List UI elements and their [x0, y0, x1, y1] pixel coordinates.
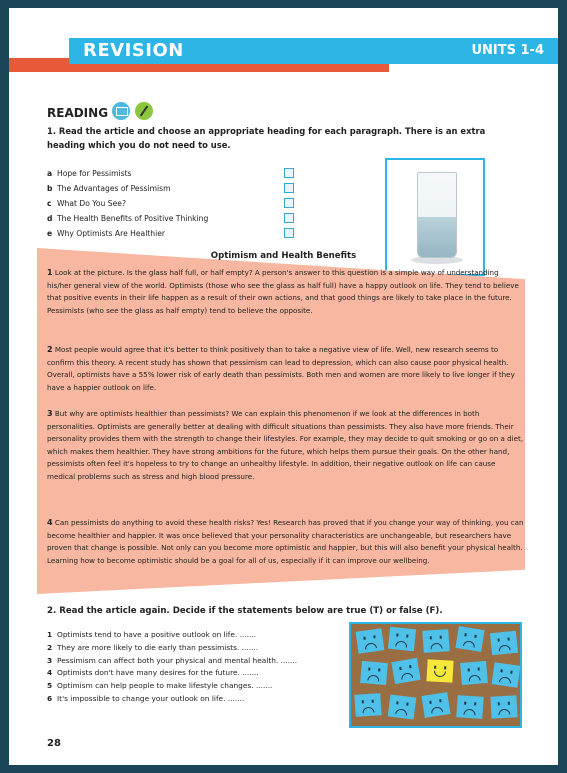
banner-units: UNITS 1-4	[471, 43, 544, 58]
sad-face-note	[360, 661, 388, 685]
heading-text: The Health Benefits of Positive Thinking	[57, 214, 209, 223]
statement-number: 4	[47, 668, 53, 678]
heading-text: What Do You See?	[57, 199, 126, 208]
paragraph-text: Look at the picture. Is the glass half full, or half empty? A person's answer to this question is a simple way of understanding his/her general view of the world. Optimists (those who see the glass as half full) have a happy outlook on life. They tend to believe that positive events in their life happen as a result of their own actions, and that good things are likely to take place in the future. Pessimists (who see the glass as half empty) tend to believe the opposite.	[47, 268, 519, 315]
statement-number: 5	[47, 681, 53, 691]
answer-box[interactable]	[284, 168, 294, 178]
statement	[47, 630, 297, 643]
statement-list	[47, 630, 297, 707]
statement	[47, 643, 297, 656]
pen-icon	[135, 102, 153, 120]
article-paragraph	[47, 267, 525, 317]
heading-option	[47, 196, 262, 211]
heading-options	[47, 166, 262, 241]
paragraph-text: Can pessimists do anything to avoid these health risks? Yes! Research has proved that if you change your way of thinking, you can become healthier and happier. It was once believed that your personality characteristics are unchangeable, but researchers have proven that change is possible. Not only can you become more optimistic and happier, but this will also benefit your physical health. Learning how to become optimistic should be a goal for all of us, especially if it can improve our wellbeing.	[47, 518, 524, 565]
exercise1-instruction: 1. Read the article and choose an appropriate heading for each paragraph. There is an extra heading which you do not need to use.	[47, 126, 486, 150]
statement-number: 1	[47, 630, 53, 639]
paragraph-text: But why are optimists healthier than pessimists? We can explain this phenomenon if we look at the differences in both personalities. Optimists are generally better at dealing with difficult situations than pessimists. They also have more friends. Their personality provides them with the strength to change their lifestyles. For example, they may decide to quit smoking or go on a diet, which makes them healthier. They have strong ambitions for the future, which helps them pursue their goals. On the other hand, pessimists often feel it's hopeless to try to change an unhealthy lifestyle. In addition, their negative outlook on life can cause medical problems such as stress and high blood pressure.	[47, 409, 524, 481]
sad-face-note	[388, 627, 416, 652]
statement-text[interactable]: Optimists don't have many desires for the future. .......	[57, 668, 259, 678]
section-title: READING	[47, 106, 109, 120]
book-icon	[112, 102, 130, 120]
sad-face-note	[460, 661, 488, 685]
sad-face-note	[456, 695, 483, 719]
article-paragraph	[47, 517, 525, 567]
header-banner	[69, 38, 558, 64]
smiley-face-note	[426, 659, 453, 682]
sad-face-note	[422, 629, 449, 653]
answer-box[interactable]	[284, 213, 294, 223]
answer-box[interactable]	[284, 183, 294, 193]
answer-box[interactable]	[284, 198, 294, 208]
sad-face-note	[421, 692, 450, 718]
heading-text: Hope for Pessimists	[57, 169, 132, 178]
paragraph-text: Most people would agree that it's better to think positively than to take a negative view of life. Well, new research seems to confirm this theory. A recent study has shown that pessimism can lead to depression, which can also cause poor physical health. Overall, optimists have a 55% lower risk of early death than pessimists. Both men and women are more likely to live longer if they have a happier outlook on life.	[47, 345, 515, 392]
sticky-notes-photo	[349, 622, 522, 728]
textbook-page	[9, 8, 558, 765]
sad-face-note	[354, 693, 381, 717]
heading-letter: d	[47, 214, 53, 223]
heading-option	[47, 226, 262, 241]
statement	[47, 656, 297, 669]
statement	[47, 668, 297, 681]
statement	[47, 694, 297, 707]
heading-letter: a	[47, 169, 53, 178]
paragraph-number: 4	[47, 518, 53, 527]
page-number: 28	[47, 738, 61, 749]
banner-title: REVISION	[83, 40, 184, 61]
answer-box[interactable]	[284, 228, 294, 238]
sad-face-note	[455, 626, 484, 652]
heading-text: Why Optimists Are Healthier	[57, 229, 165, 238]
statement-text[interactable]: It's impossible to change your outlook on life. .......	[57, 693, 245, 703]
sad-face-note	[490, 695, 517, 718]
article-paragraph	[47, 344, 525, 394]
article-title: Optimism and Health Benefits	[210, 251, 357, 261]
statement-text[interactable]: Pessimism can affect both your physical and mental health. .......	[57, 655, 298, 665]
heading-letter: c	[47, 199, 52, 208]
statement	[47, 681, 297, 694]
sad-face-note	[492, 662, 521, 687]
heading-option	[47, 181, 262, 196]
heading-letter: e	[47, 229, 53, 238]
statement-text[interactable]: Optimism can help people to make lifestyle changes. .......	[57, 681, 273, 691]
article-paragraph	[47, 408, 525, 484]
statement-number: 2	[47, 642, 53, 652]
exercise2-instruction: 2. Read the article again. Decide if the statements below are true (T) or false (F).	[47, 606, 443, 616]
sad-face-note	[391, 658, 420, 684]
sad-face-note	[356, 628, 385, 653]
paragraph-number: 3	[47, 409, 53, 418]
glass-icon	[417, 172, 457, 258]
heading-text: The Advantages of Pessimism	[57, 184, 171, 193]
heading-letter: b	[47, 184, 53, 193]
statement-number: 3	[47, 655, 53, 665]
paragraph-number: 2	[47, 345, 53, 354]
heading-option	[47, 211, 262, 226]
statement-text[interactable]: Optimists tend to have a positive outlook on life. .......	[57, 630, 257, 639]
paragraph-number: 1	[47, 268, 53, 277]
sad-face-note	[490, 631, 518, 656]
statement-text[interactable]: They are more likely to die early than pessimists. .......	[57, 642, 259, 652]
statement-number: 6	[47, 693, 53, 703]
heading-option	[47, 166, 262, 181]
sad-face-note	[388, 694, 416, 719]
